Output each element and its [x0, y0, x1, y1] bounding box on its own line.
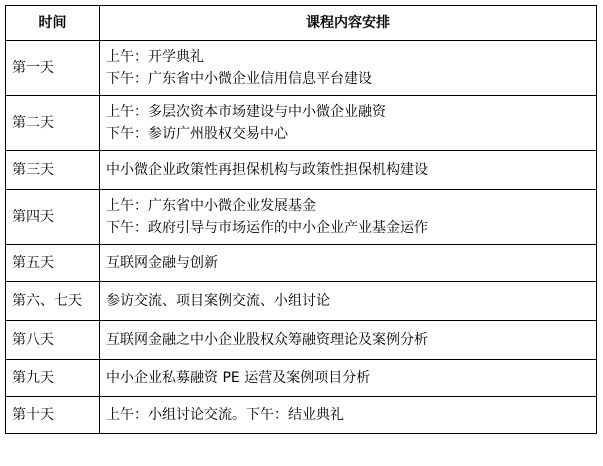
content-line: 下午：广东省中小微企业信用信息平台建设: [106, 71, 372, 87]
header-time: 时间: [6, 6, 100, 41]
content-cell: [100, 245, 597, 282]
table-row: [6, 245, 597, 282]
day-cell: 第四天: [6, 190, 100, 245]
table-row: [6, 151, 597, 190]
day-cell: 第三天: [6, 151, 100, 190]
course-schedule-table: [5, 5, 597, 434]
table-row: [6, 41, 597, 96]
content-cell: [100, 282, 597, 321]
content-line: 下午：参访广州股权交易中心: [106, 126, 288, 142]
table-row: [6, 397, 597, 434]
day-cell: 第二天: [6, 96, 100, 151]
content-cell: [100, 151, 597, 190]
content-cell: [100, 41, 597, 96]
day-cell: 第八天: [6, 321, 100, 360]
table-row: [6, 321, 597, 360]
table-row: [6, 96, 597, 151]
content-line: 上午：开学典礼: [106, 49, 204, 65]
content-cell: [100, 360, 597, 397]
content-line: 上午：多层次资本市场建设与中小微企业融资: [106, 104, 386, 120]
content-cell: [100, 190, 597, 245]
day-cell: 第九天: [6, 360, 100, 397]
content-line: 参访交流、项目案例交流、小组讨论: [106, 293, 330, 309]
table-row: [6, 282, 597, 321]
content-cell: [100, 397, 597, 434]
content-cell: [100, 321, 597, 360]
day-cell: 第六、七天: [6, 282, 100, 321]
content-line: 下午：政府引导与市场运作的中小企业产业基金运作: [106, 220, 428, 236]
content-line: 互联网金融与创新: [106, 255, 218, 271]
content-line: 上午：广东省中小微企业发展基金: [106, 198, 316, 214]
header-content: 课程内容安排: [100, 6, 597, 41]
day-cell: 第一天: [6, 41, 100, 96]
content-line: 中小微企业政策性再担保机构与政策性担保机构建设: [106, 162, 428, 178]
table-row: [6, 360, 597, 397]
table-row: [6, 190, 597, 245]
content-line: 互联网金融之中小企业股权众筹融资理论及案例分析: [106, 332, 428, 348]
header-row: [6, 6, 597, 41]
content-line: 上午：小组讨论交流。下午：结业典礼: [106, 407, 344, 423]
content-cell: [100, 96, 597, 151]
day-cell: 第十天: [6, 397, 100, 434]
day-cell: 第五天: [6, 245, 100, 282]
content-line: 中小企业私募融资 PE 运营及案例项目分析: [106, 370, 371, 386]
